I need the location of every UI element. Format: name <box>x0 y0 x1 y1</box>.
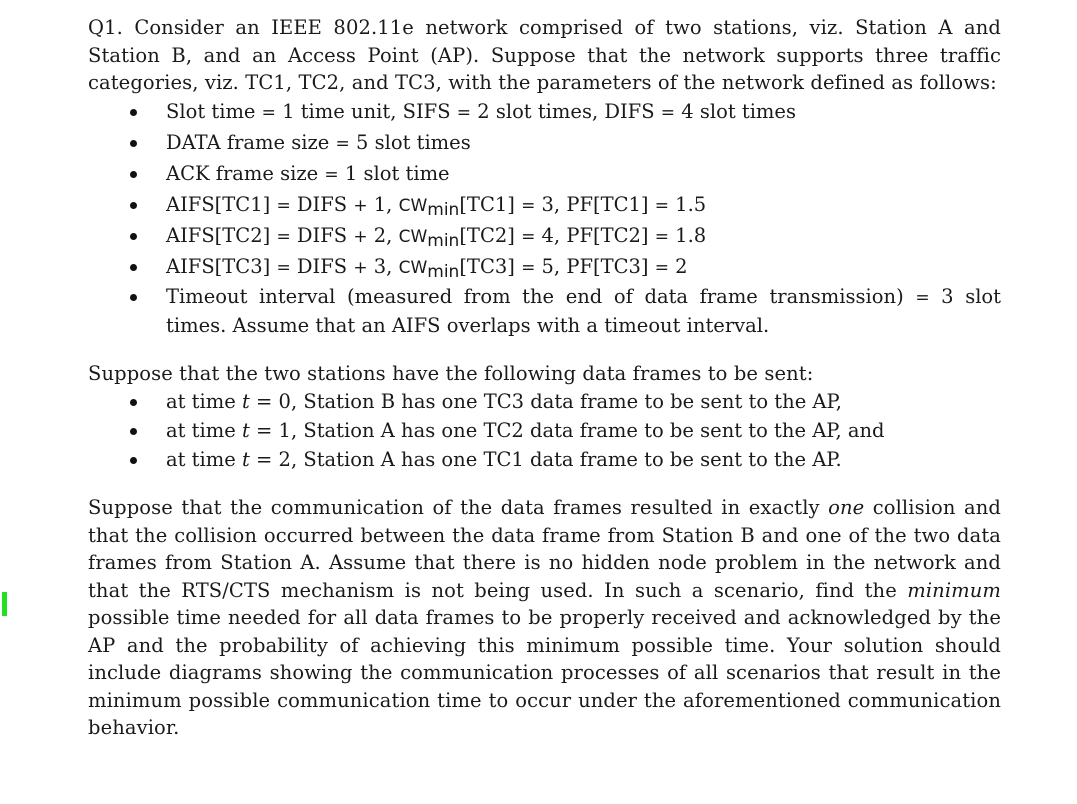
text-cursor-marker <box>2 592 7 616</box>
frames-intro: Suppose that the two stations have the following data frames to be sent: <box>88 361 814 385</box>
bullet-icon <box>130 428 137 435</box>
parameter-tc2: AIFS[TC2] = DIFS + 2, $CW_{min}[TC2] = 4$, PF[TC2] = 1.8 <box>88 221 1001 252</box>
parameter-slot-time: Slot time = 1 time unit, SIFS = 2 slot times, DIFS = 4 slot times <box>88 97 1001 128</box>
frame-list <box>88 387 1001 474</box>
frame-item-a-tc1: at time t = 2, Station A has one TC1 data frame to be sent to the AP. <box>88 445 1001 474</box>
parameter-data-frame-size: DATA frame size = 5 slot times <box>88 128 1001 159</box>
question-document <box>88 14 1001 742</box>
bullet-icon <box>130 171 137 178</box>
parameter-tc3: AIFS[TC3] = DIFS + 3, $CW_{min}[TC3] = 5$, PF[TC3] = 2 <box>88 252 1001 283</box>
frame-item-b-tc3: at time t = 0, Station B has one TC3 data frame to be sent to the AP, <box>88 387 1001 416</box>
closing-paragraph: Suppose that the communication of the data frames resulted in exactly one collision and that the collision occurred between the data frame from Station B and one of the two data frames from Station A. Assume that there is no hidden node problem in the network and that the RTS/CTS mechanism is not being used. In such a scenario, find the minimum possible time needed for all data frames to be properly received and acknowledged by the AP and the probability of achieving this minimum possible time. Your solution should include diagrams showing the communication processes of all scenarios that result in the minimum possible communication time to occur under the aforementioned communication behavior. <box>88 496 1001 739</box>
bullet-icon <box>130 109 137 116</box>
frame-item-a-tc2: at time t = 1, Station A has one TC2 data frame to be sent to the AP, and <box>88 416 1001 445</box>
bullet-icon <box>130 140 137 147</box>
bullet-icon <box>130 264 137 271</box>
parameter-timeout-interval: Timeout interval (measured from the end of data frame transmission) = 3 slot times. Assume that an AIFS overlaps with a timeout interval. <box>88 283 1001 340</box>
bullet-icon <box>130 294 137 301</box>
bullet-icon <box>130 202 137 209</box>
bullet-icon <box>130 457 137 464</box>
parameter-ack-frame-size: ACK frame size = 1 slot time <box>88 159 1001 190</box>
parameter-list <box>88 97 1001 340</box>
question-intro: Q1. Consider an IEEE 802.11e network comprised of two stations, viz. Station A and Station B, and an Access Point (AP). Suppose that the network supports three traffic categories, viz. TC1, TC2, and TC3, with the parameters of the network defined as follows: <box>88 16 1001 94</box>
parameter-tc1: AIFS[TC1] = DIFS + 1, $CW_{min}[TC1] = 3$, PF[TC1] = 1.5 <box>88 190 1001 221</box>
bullet-icon <box>130 399 137 406</box>
bullet-icon <box>130 233 137 240</box>
